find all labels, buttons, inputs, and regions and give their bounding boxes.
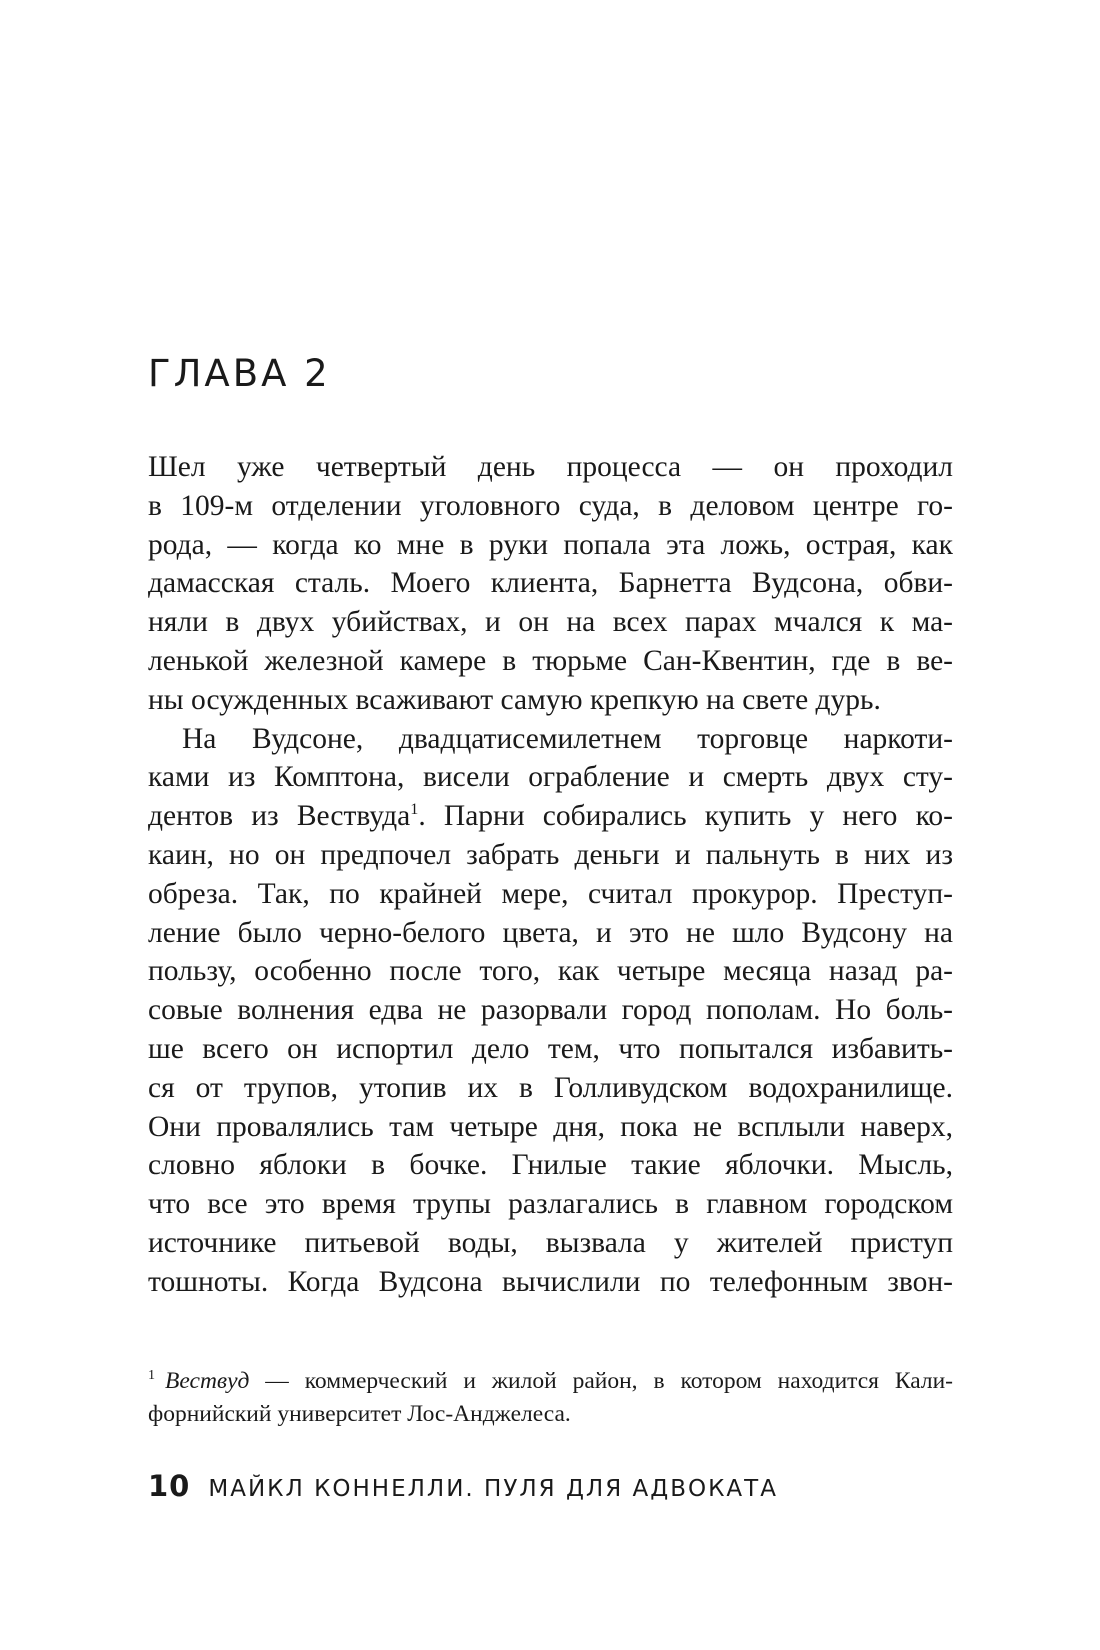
- text-line: ся от трупов, утопив их в Голливудском водохранилище.: [148, 1071, 953, 1104]
- text-line: няли в двух убийствах, и он на всех парах мчался к ма-: [148, 606, 953, 639]
- text-line: в 109-м отделении уголовного суда, в деловом центре го-: [148, 489, 953, 522]
- running-footer: [148, 1469, 778, 1503]
- text-line: источнике питьевой воды, вызвала у жителей приступ: [148, 1226, 953, 1259]
- text-line: рода, — когда ко мне в руки попала эта ложь, острая, как: [148, 528, 953, 561]
- footnote: [148, 1365, 953, 1431]
- page-number: 10: [148, 1469, 191, 1503]
- text-line: совые волнения едва не разорвали город пополам. Но боль-: [148, 994, 953, 1027]
- footnote-term: Вествуд: [165, 1368, 250, 1394]
- text-line: ленькой железной камере в тюрьме Сан-Квентин, где в ве-: [148, 644, 953, 677]
- text-line: ками из Комптона, висели ограбление и смерть двух сту-: [148, 761, 953, 794]
- text-line: обреза. Так, по крайней мере, считал прокурор. Преступ-: [148, 877, 953, 910]
- chapter-title: ГЛАВА 2: [148, 352, 331, 395]
- text-line: ление было черно-белого цвета, и это не шло Вудсону на: [148, 916, 953, 949]
- text-line-with-footnote: [148, 797, 953, 836]
- text-line: Они провалялись там четыре дня, пока не всплыли наверх,: [148, 1110, 953, 1143]
- text-line: ны осужденных всаживают самую крепкую на свете дурь.: [148, 683, 881, 716]
- footnote-line: [148, 1365, 953, 1398]
- text-line: тошноты. Когда Вудсона вычислили по телефонным звон-: [148, 1265, 953, 1298]
- text-line: Шел уже четвертый день процесса — он проходил: [148, 451, 953, 483]
- text-line: пользу, особенно после того, как четыре месяца назад ра-: [148, 955, 953, 988]
- chapter-body: [148, 448, 953, 1302]
- text-line: На Вудсоне, двадцатисемилетнем торговце наркоти-: [182, 722, 953, 755]
- footnote-line: форнийский университет Лос-Анджелеса.: [148, 1401, 571, 1427]
- footnote-mark: 1: [148, 1367, 156, 1384]
- text-line: каин, но он предпочел забрать деньги и пальнуть в них из: [148, 838, 953, 871]
- text-line: дамасская сталь. Моего клиента, Барнетта Вудсона, обви-: [148, 567, 953, 600]
- text-line: словно яблоки в бочке. Гнилые такие яблочки. Мысль,: [148, 1149, 953, 1182]
- paragraph-1: [148, 448, 953, 720]
- paragraph-2: [148, 720, 953, 1302]
- book-author-title: МАЙКЛ КОННЕЛЛИ. ПУЛЯ ДЛЯ АДВОКАТА: [208, 1476, 778, 1502]
- footnote-text: — коммерческий и жилой район, в котором находится Кали-: [249, 1368, 953, 1394]
- text-line: ше всего он испортил дело тем, что попытался избавить-: [148, 1032, 953, 1065]
- text-line: что все это время трупы разлагались в главном городском: [148, 1188, 953, 1221]
- footnote-reference[interactable]: 1: [410, 800, 419, 819]
- text-fragment: . Парни собирались купить у него ко-: [418, 800, 953, 833]
- text-fragment: дентов из Вествуда: [148, 800, 411, 833]
